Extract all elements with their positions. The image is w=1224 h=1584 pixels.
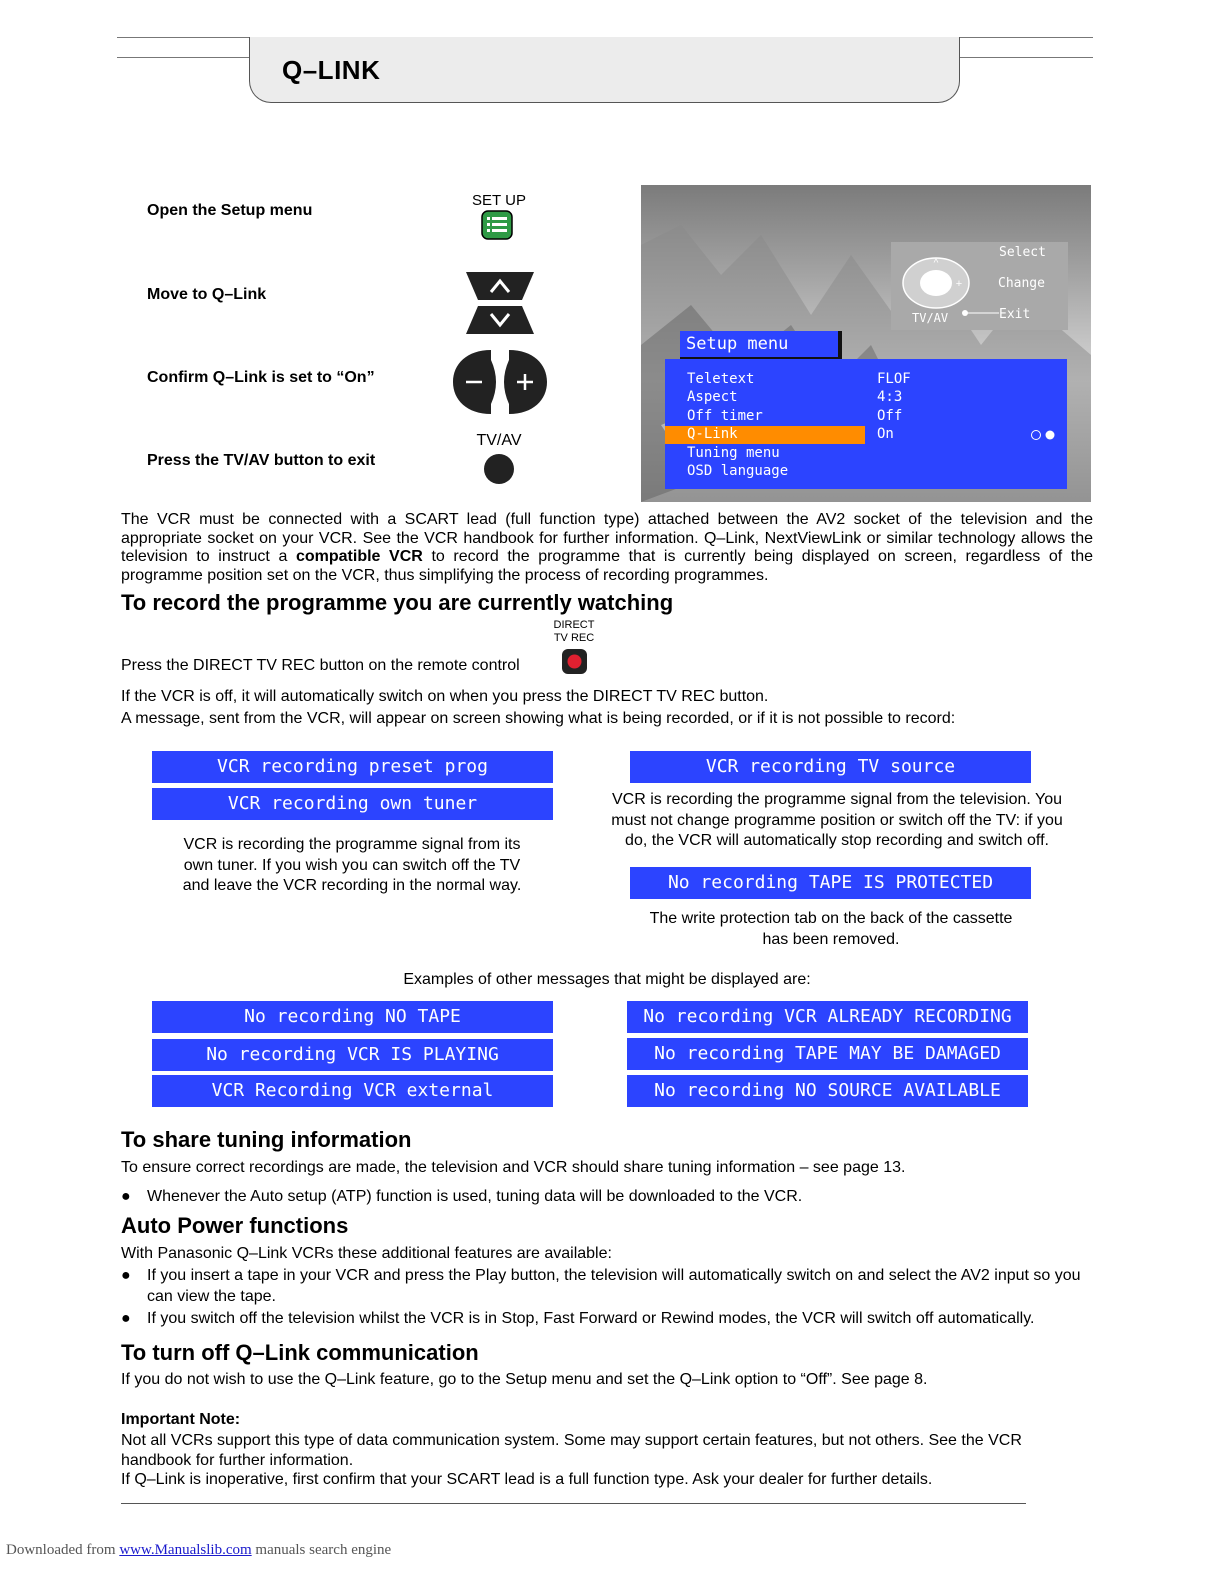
tvav-button-icon: [483, 453, 515, 485]
menu-item-off-timer[interactable]: Off timer Off: [687, 408, 903, 424]
help-change: Change: [998, 276, 1045, 291]
menu-item-qlink[interactable]: Q-Link On: [665, 426, 1067, 444]
message-no-source: No recording NO SOURCE AVAILABLE: [627, 1075, 1028, 1107]
record-line-1: If the VCR is off, it will automatically switch on when you press the DIRECT TV REC button.: [121, 688, 769, 705]
menu-item-aspect[interactable]: Aspect 4:3: [687, 389, 903, 405]
remote-cursor-icon: [901, 256, 971, 310]
setup-button-caption: SET UP: [472, 192, 526, 209]
message-tape-damaged: No recording TAPE MAY BE DAMAGED: [627, 1038, 1028, 1070]
help-tvav: TV/AV: [912, 311, 949, 325]
record-line-2: A message, sent from the VCR, will appear on screen showing what is being recorded, or if it is not possible to record:: [121, 710, 956, 727]
record-heading: To record the programme you are currently watching: [121, 590, 674, 615]
message-own-tuner: VCR recording own tuner: [152, 788, 553, 820]
exit-pointer-icon: [961, 308, 999, 318]
auto-power-bullet-1: ● If you insert a tape in your VCR and press the Play button, the television will automatically switch on and select the AV2 input so you can view the tape.: [121, 1267, 1081, 1305]
examples-label: Examples of other messages that might be displayed are:: [403, 971, 811, 988]
share-heading: To share tuning information: [121, 1127, 412, 1152]
footer: Downloaded from www.Manualslib.com manuals search engine: [6, 1542, 392, 1558]
up-down-buttons-icon: [464, 268, 536, 338]
step-open-setup: Open the Setup menu: [147, 202, 313, 219]
tv-source-description: VCR is recording the programme signal from the television. You must not change programme position or switch off the TV: if you do, the VCR will automatically stop recording and switch off.: [611, 791, 1063, 849]
important-note-heading: Important Note:: [121, 1411, 241, 1428]
menu-item-teletext[interactable]: Teletext FLOF: [687, 371, 911, 387]
intro-paragraph: The VCR must be connected with a SCART lead (full function type) attached between the AV2 socket of the television and the appropriate socket on your VCR. See the VCR handbook for further information. Q–Link, NextViewLink or similar technology allows the television to instruct a compatible VCR to record the programme that is currently being displayed on screen, regardless of the programme position set on the VCR, thus simplifying the process of recording programmes.: [121, 511, 1094, 584]
header-rule-right: [960, 57, 1093, 58]
tape-protected-description: The write protection tab on the back of the cassette has been removed.: [649, 910, 1013, 948]
tv-screen: [641, 185, 1091, 502]
turn-off-text: If you do not wish to use the Q–Link feature, go to the Setup menu and set the Q–Link option to “Off”. See page 8.: [121, 1371, 928, 1388]
toggle-dots-icon: [1029, 429, 1059, 441]
menu-item-osd-language[interactable]: OSD language: [687, 463, 789, 479]
setup-menu-list: [665, 359, 1067, 489]
direct-tv-rec-button-icon: [561, 648, 588, 675]
setup-menu-title: Setup menu: [680, 331, 842, 361]
own-tuner-description: VCR is recording the programme signal from its own tuner. If you wish you can switch off the TV and leave the VCR recording in the normal way.: [182, 836, 522, 894]
message-vcr-playing: No recording VCR IS PLAYING: [152, 1039, 553, 1071]
share-text: To ensure correct recordings are made, the television and VCR should share tuning information – see page 13.: [121, 1159, 906, 1176]
header-rule-left: [117, 57, 249, 58]
help-exit: Exit: [999, 307, 1031, 322]
svg-text:^: ^: [933, 258, 939, 269]
setup-button-icon: [481, 210, 513, 240]
page-title: Q–LINK: [282, 55, 381, 85]
message-tv-source: VCR recording TV source: [630, 751, 1031, 783]
auto-power-heading: Auto Power functions: [121, 1213, 349, 1238]
auto-power-intro: With Panasonic Q–Link VCRs these additional features are available:: [121, 1245, 612, 1262]
help-panel: [891, 242, 1068, 330]
step-press-tvav: Press the TV/AV button to exit: [147, 452, 376, 469]
step-move-qlink: Move to Q–Link: [147, 286, 267, 303]
bottom-rule: [121, 1503, 1026, 1504]
note-line-1: Not all VCRs support this type of data communication system. Some may support certain features, but not others. See the VCR handbook for further information.: [121, 1432, 1022, 1469]
message-already-recording: No recording VCR ALREADY RECORDING: [627, 1001, 1028, 1033]
header-tab: [249, 37, 960, 103]
minus-plus-buttons-icon: [451, 348, 549, 416]
share-bullet: ● Whenever the Auto setup (ATP) function is used, tuning data will be downloaded to the VCR.: [121, 1188, 803, 1205]
turn-off-heading: To turn off Q–Link communication: [121, 1340, 479, 1365]
message-no-tape: No recording NO TAPE: [152, 1001, 553, 1033]
auto-power-bullet-2: ● If you switch off the television whilst the VCR is in Stop, Fast Forward or Rewind modes, the VCR will switch off automatically.: [121, 1310, 1035, 1327]
step-confirm-on: Confirm Q–Link is set to “On”: [147, 369, 375, 386]
svg-text:+: +: [955, 278, 963, 290]
manualslib-link[interactable]: www.Manualslib.com: [119, 1542, 252, 1558]
message-preset-prog: VCR recording preset prog: [152, 751, 553, 783]
direct-tv-rec-caption: DIRECT TV REC: [553, 619, 595, 644]
tvav-button-caption: TV/AV: [476, 432, 522, 449]
important-note-body: [121, 1431, 1093, 1490]
record-instruction: Press the DIRECT TV REC button on the remote control: [121, 657, 520, 674]
message-vcr-external: VCR Recording VCR external: [152, 1075, 553, 1107]
note-line-2: If Q–Link is inoperative, first confirm that your SCART lead is a full function type. Ask your dealer for further details.: [121, 1471, 933, 1488]
message-tape-protected: No recording TAPE IS PROTECTED: [630, 867, 1031, 899]
menu-item-tuning[interactable]: Tuning menu: [687, 445, 780, 461]
help-select: Select: [999, 245, 1046, 260]
